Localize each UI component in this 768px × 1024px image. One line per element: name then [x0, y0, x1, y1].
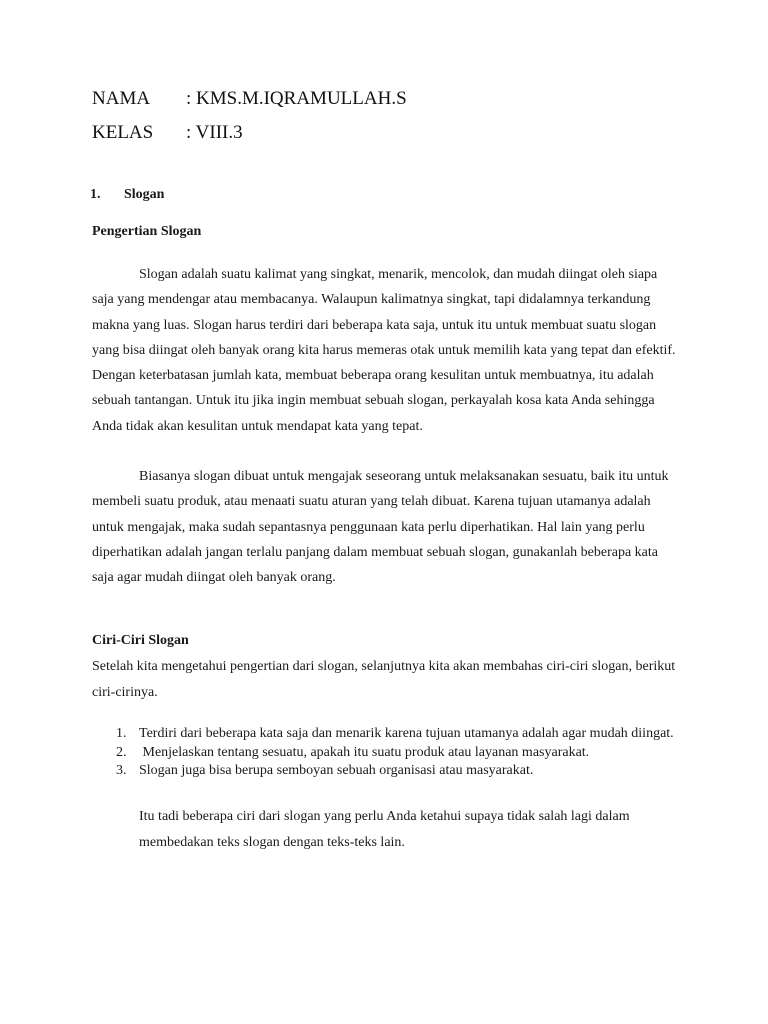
ciri-heading: Ciri-Ciri Slogan	[92, 633, 189, 648]
pengertian-heading: Pengertian Slogan	[92, 224, 202, 239]
list-item-text: Slogan juga bisa berupa semboyan sebuah organisasi atau masyarakat.	[139, 763, 534, 778]
name-row	[92, 88, 407, 110]
ciri-closing: Itu tadi beberapa ciri dari slogan yang perlu Anda ketahui supaya tidak salah lagi dalam membedakan teks slogan dengan teks-teks lain.	[139, 809, 630, 850]
name-value: : KMS.M.IQRAMULLAH.S	[186, 88, 407, 109]
list-item-number: 2.	[116, 745, 127, 760]
list-item	[92, 722, 692, 746]
class-value: : VIII.3	[186, 122, 243, 143]
section-title	[90, 187, 164, 203]
list-item-number: 1.	[116, 726, 127, 741]
class-row	[92, 122, 243, 144]
list-item-number: 3.	[116, 763, 127, 778]
list-item	[92, 744, 692, 762]
list-item	[92, 762, 692, 780]
section-title-text: Slogan	[124, 187, 165, 202]
section-number: 1.	[90, 187, 101, 202]
list-item-text: Terdiri dari beberapa kata saja dan menarik karena tujuan utamanya adalah agar mudah diingat.	[139, 726, 674, 741]
ciri-list	[92, 722, 692, 780]
pengertian-paragraph-1-text: Slogan adalah suatu kalimat yang singkat, menarik, mencolok, dan mudah diingat oleh siapa saja yang mendengar atau membacanya. Walaupun kalimatnya singkat, tapi didalamnya terkandung makna yang luas. Slogan harus terdiri dari beberapa kata saja, untuk itu untuk membuat suatu slogan yang bisa diingat oleh banyak orang kita harus memeras otak untuk memilih kata yang tepat dan efektif. Dengan keterbatasan jumlah kata, membuat beberapa orang kesulitan untuk membuatnya, itu adalah sebuah tantangan. Untuk itu jika ingin membuat sebuah slogan, perkayalah kosa kata Anda sehingga Anda tidak akan kesulitan untuk mendapat kata yang tepat.	[92, 267, 676, 434]
list-item-text: Menjelaskan tentang sesuatu, apakah itu suatu produk atau layanan masyarakat.	[139, 745, 590, 760]
name-label: NAMA	[92, 88, 151, 109]
ciri-intro: Setelah kita mengetahui pengertian dari slogan, selanjutnya kita akan membahas ciri-ciri slogan, berikut ciri-cirinya.	[92, 659, 676, 700]
pengertian-paragraph-2	[92, 464, 680, 590]
class-label: KELAS	[92, 122, 154, 143]
pengertian-paragraph-2-text: Biasanya slogan dibuat untuk mengajak seseorang untuk melaksanakan sesuatu, baik itu untuk membeli suatu produk, atau menaati suatu aturan yang telah dibuat. Karena tujuan utamanya adalah untuk mengajak, maka sudah sepantasnya penggunaan kata perlu diperhatikan. Hal lain yang perlu diperhatikan adalah jangan terlalu panjang dalam membuat sebuah slogan, gunakanlah beberapa kata saja agar mudah diingat oleh banyak orang.	[92, 469, 669, 586]
pengertian-paragraph-1	[92, 262, 680, 439]
